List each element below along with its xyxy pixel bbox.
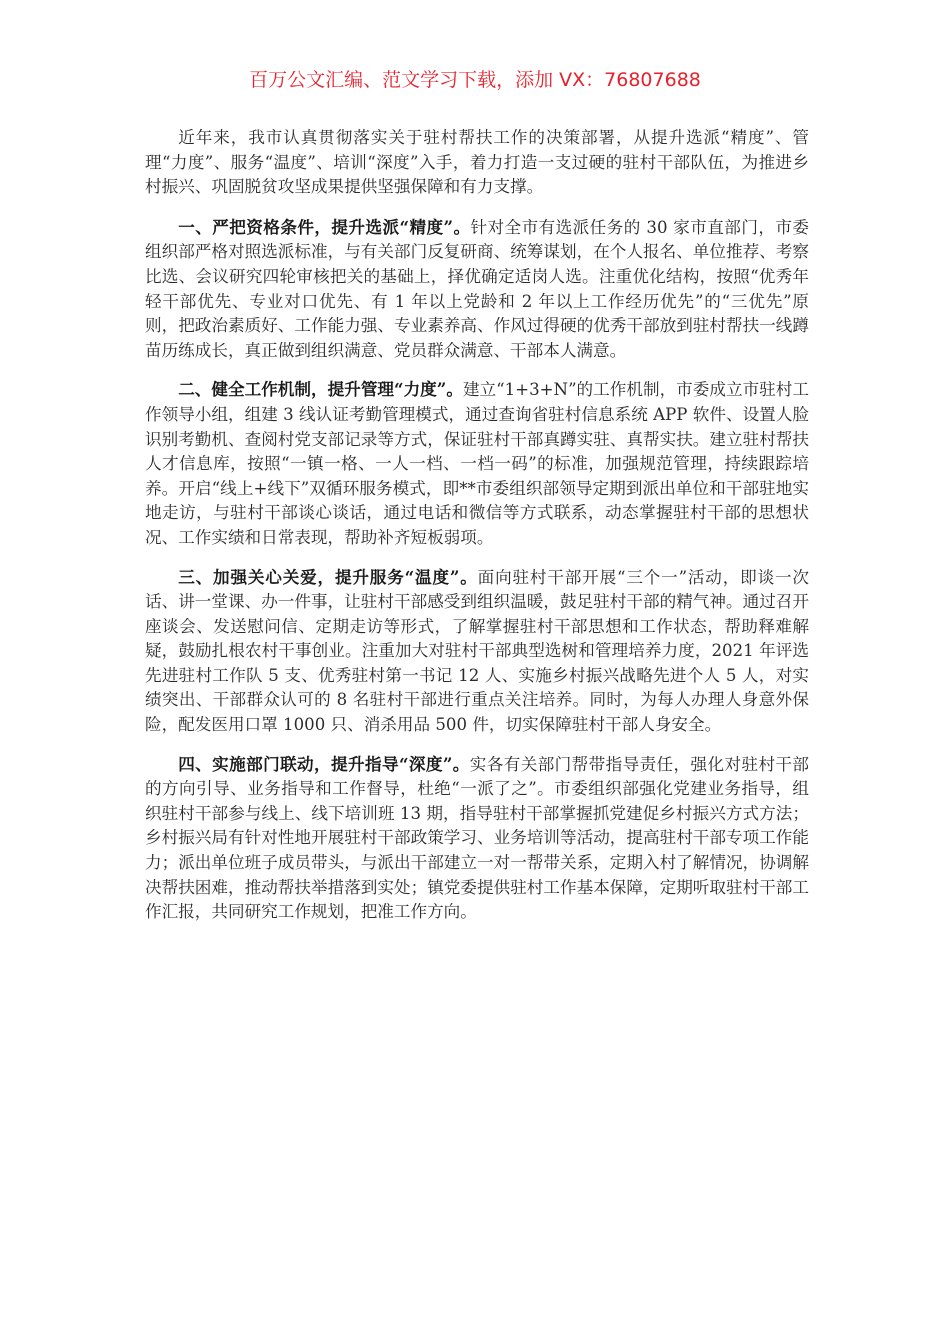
section-text-2: 建立“1+3+N”的工作机制，市委成立市驻村工作领导小组，组建 3 线认证考勤管理模式，通过查询省驻村信息系统 APP 软件、设置人脸识别考勤机、查阅村党支部记录等方式，保证驻村干部真蹲实驻、真帮实扶。建立驻村帮扶人才信息库，按照“一镇一格、一人一档、一档一码”的标准，加强规范管理，持续跟踪培养。开启“线上+线下”双循环服务模式，即**市委组织部领导定期到派出单位和干部驻地实地走访，与驻村干部谈心谈话，通过电话和微信等方式联系，动态掌握驻村干部的思想状况、工作实绩和日常表现，帮助补齐短板弱项。 bbox=[145, 380, 809, 547]
section-text-3: 面向驻村干部开展“三个一”活动，即谈一次话、讲一堂课、办一件事，让驻村干部感受到组织温暖，鼓足驻村干部的精气神。通过召开座谈会、发送慰问信、定期走访等形式，了解掌握驻村干部思想和工作状态，帮助释难解疑，鼓励扎根农村干事创业。注重加大对驻村干部典型选树和管理培养力度，2021 年评选先进驻村工作队 5 支、优秀驻村第一书记 12 人、实施乡村振兴战略先进个人 5 人，对实绩突出、干部群众认可的 8 名驻村干部进行重点关注培养。同时，为每人办理人身意外保险，配发医用口罩 1000 只、消杀用品 500 件，切实保障驻村干部人身安全。 bbox=[145, 567, 810, 735]
section-heading-1: 一、严把资格条件，提升选派“精度”。 bbox=[178, 216, 471, 237]
section-heading-3: 三、加强关心关爱，提升服务“温度”。 bbox=[178, 566, 478, 587]
promo-banner: 百万公文汇编、范文学习下载，添加 VX：76807688 bbox=[249, 69, 701, 91]
section-text-1: 针对全市有选派任务的 30 家市直部门，市委组织部严格对照选派标准，与有关部门反复研商、统筹谋划，在个人报名、单位推荐、考察比选、会议研究四轮审核把关的基础上，择优确定适岗人选。注重优化结构，按照“优秀年轻干部优先、专业对口优先、有 1 年以上党龄和 2 年以上工作经历优先”的“三优先”原则，把政治素质好、工作能力强、专业素养高、作风过得硬的优秀干部放到驻村帮扶一线蹲苗历练成长，真正做到组织满意、党员群众满意、干部本人满意。 bbox=[145, 217, 809, 360]
section-heading-4: 四、实施部门联动，提升指导“深度”。 bbox=[178, 753, 470, 774]
intro-paragraph: 近年来，我市认真贯彻落实关于驻村帮扶工作的决策部署，从提升选派“精度”、管理“力度”、服务“温度”、培训“深度”入手，着力打造一支过硬的驻村干部队伍，为推进乡村振兴、巩固脱贫攻坚成果提供坚强保障和有力支撑。 bbox=[145, 128, 809, 197]
section-paragraph-1 bbox=[145, 215, 809, 364]
section-heading-2: 二、健全工作机制，提升管理“力度”。 bbox=[178, 379, 463, 400]
section-paragraph-3 bbox=[145, 565, 809, 738]
section-text-4: 实各有关部门帮带指导责任，强化对驻村干部的方向引导、业务指导和工作督导，杜绝“一派了之”。市委组织部强化党建业务指导，组织驻村干部参与线上、线下培训班 13 期，指导驻村干部掌握抓党建促乡村振兴方式方法；乡村振兴局有针对性地开展驻村干部政策学习、业务培训等活动，提高驻村干部专项工作能力；派出单位班子成员带头，与派出干部建立一对一帮带关系，定期入村了解情况，协调解决帮扶困难，推动帮扶举措落到实处；镇党委提供驻村工作基本保障，定期听取驻村干部工作汇报，共同研究工作规划，把准工作方向。 bbox=[145, 754, 810, 922]
section-paragraph-4 bbox=[145, 752, 809, 925]
section-paragraph-2 bbox=[145, 377, 809, 550]
document-body bbox=[145, 126, 809, 939]
